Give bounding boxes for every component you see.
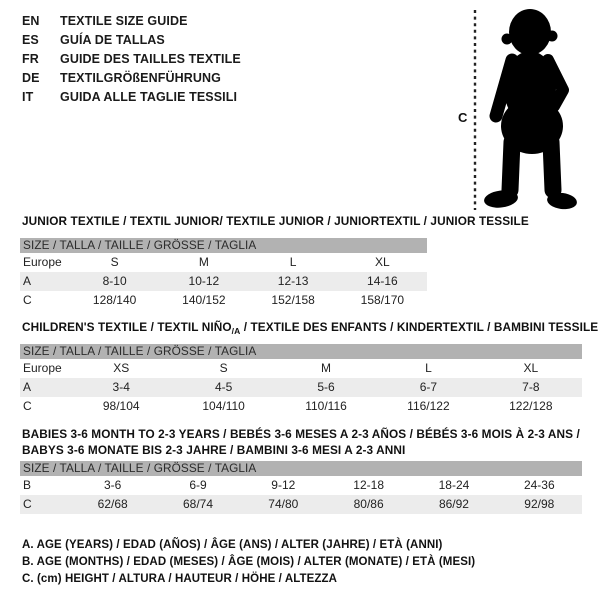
section-title-text: / TEXTILE DES ENFANTS / KINDERTEXTIL / BAMBINI TESSILE: [240, 320, 599, 334]
children-size-table: [20, 344, 582, 416]
value-cell: 3-6: [103, 478, 122, 492]
value-cell: 104/110: [202, 399, 245, 413]
value-cell: 9-12: [271, 478, 296, 492]
value-cell: 92/98: [524, 497, 555, 511]
legend-line-b: B. AGE (MONTHS) / EDAD (MESES) / ÂGE (MOIS) / ALTER (MONATE) / ETÀ (MESI): [22, 556, 476, 568]
guide-title: TEXTILE SIZE GUIDE: [60, 14, 188, 28]
table-row: [20, 495, 582, 514]
babies-size-table: [20, 461, 582, 514]
table-row: [20, 397, 582, 416]
size-cell: S: [219, 361, 228, 375]
table-row: [20, 359, 582, 378]
guide-title: GUIDA ALLE TAGLIE TESSILI: [60, 90, 238, 104]
section-title-junior: [22, 214, 529, 228]
language-code: IT: [22, 90, 34, 104]
section-title-children: [22, 320, 598, 336]
value-cell: 5-6: [317, 380, 335, 394]
table-row: [20, 476, 582, 495]
language-row: [22, 12, 241, 31]
legend-line-a: A. AGE (YEARS) / EDAD (AÑOS) / ÂGE (ANS) / ALTER (JAHRE) / ETÀ (ANNI): [22, 539, 443, 551]
row-label: C: [23, 399, 32, 413]
value-cell: 158/170: [360, 293, 405, 307]
value-cell: 86/92: [438, 497, 469, 511]
value-cell: 128/140: [92, 293, 137, 307]
section-title-babies: [22, 426, 580, 458]
value-cell: 12-13: [277, 274, 309, 288]
value-cell: 18-24: [438, 478, 470, 492]
size-cell: L: [425, 361, 432, 375]
size-cell: XS: [113, 361, 130, 375]
language-row: [22, 88, 241, 107]
table-row: [20, 272, 427, 291]
value-cell: 68/74: [182, 497, 213, 511]
value-cell: 116/122: [407, 399, 450, 413]
value-cell: 24-36: [523, 478, 555, 492]
table-row: [20, 378, 582, 397]
table-size-header: SIZE / TALLA / TAILLE / GRÖSSE / TAGLIA: [20, 344, 582, 359]
value-cell: 122/128: [509, 399, 553, 413]
table-size-header: SIZE / TALLA / TAILLE / GRÖSSE / TAGLIA: [20, 461, 582, 476]
size-cell: XL: [523, 361, 539, 375]
row-label: Europe: [23, 255, 62, 269]
section-title-subscript: /A: [231, 326, 241, 336]
value-cell: 7-8: [522, 380, 540, 394]
section-title-line2: BABYS 3-6 MONATE BIS 2-3 JAHRE / BAMBINI 3-6 MESI A 2-3 ANNI: [22, 443, 406, 457]
row-label: Europe: [23, 361, 62, 375]
value-cell: 14-16: [367, 274, 398, 288]
value-cell: 74/80: [268, 497, 299, 511]
value-cell: 80/86: [353, 497, 384, 511]
value-cell: 140/152: [182, 293, 226, 307]
language-code: FR: [22, 52, 39, 66]
legend: [22, 537, 475, 588]
value-cell: 3-4: [112, 380, 130, 394]
language-row: [22, 50, 241, 69]
value-cell: 8-10: [102, 274, 127, 288]
guide-title: GUIDE DES TAILLES TEXTILE: [60, 52, 241, 66]
section-title-text: CHILDREN'S TEXTILE / TEXTIL NIÑO: [22, 320, 232, 334]
size-cell: XL: [375, 255, 390, 269]
value-cell: 4-5: [214, 380, 233, 394]
guide-title: GUÍA DE TALLAS: [60, 33, 165, 47]
value-cell: 6-9: [189, 478, 207, 492]
size-cell: M: [321, 361, 332, 375]
row-label: C: [23, 497, 32, 511]
size-cell: L: [289, 255, 297, 269]
row-label: A: [23, 380, 32, 394]
row-label: B: [23, 478, 32, 492]
value-cell: 6-7: [419, 380, 438, 394]
row-label: C: [23, 293, 32, 307]
language-title-list: [22, 12, 241, 107]
junior-size-table: [20, 238, 427, 310]
table-size-header: SIZE / TALLA / TAILLE / GRÖSSE / TAGLIA: [20, 238, 427, 253]
value-cell: 98/104: [102, 399, 140, 413]
language-code: DE: [22, 71, 40, 85]
value-cell: 10-12: [188, 274, 220, 288]
guide-title: TEXTILGRÖßENFÜHRUNG: [60, 71, 221, 85]
baby-silhouette: [483, 9, 578, 211]
section-title-text: JUNIOR TEXTILE / TEXTIL JUNIOR/ TEXTILE JUNIOR / JUNIORTEXTIL / JUNIOR TESSILE: [22, 214, 529, 228]
table-row: [20, 253, 427, 272]
section-title-line1: BABIES 3-6 MONTH TO 2-3 YEARS / BEBÉS 3-6 MESES A 2-3 AÑOS / BÉBÉS 3-6 MOIS À 2-3 ANS /: [22, 427, 580, 441]
value-cell: 110/116: [305, 399, 347, 413]
size-cell: S: [110, 255, 119, 269]
height-label: C: [458, 110, 468, 125]
size-cell: M: [198, 255, 209, 269]
value-cell: 12-18: [353, 478, 384, 492]
language-row: [22, 31, 241, 50]
baby-silhouette-figure: [440, 2, 600, 214]
language-code: EN: [22, 14, 40, 28]
value-cell: 152/158: [271, 293, 315, 307]
row-label: A: [23, 274, 32, 288]
legend-line-c: C. (cm) HEIGHT / ALTURA / HAUTEUR / HÖHE / ALTEZZA: [22, 573, 338, 585]
language-row: [22, 69, 241, 88]
table-row: [20, 291, 427, 310]
value-cell: 62/68: [97, 497, 128, 511]
language-code: ES: [22, 33, 39, 47]
